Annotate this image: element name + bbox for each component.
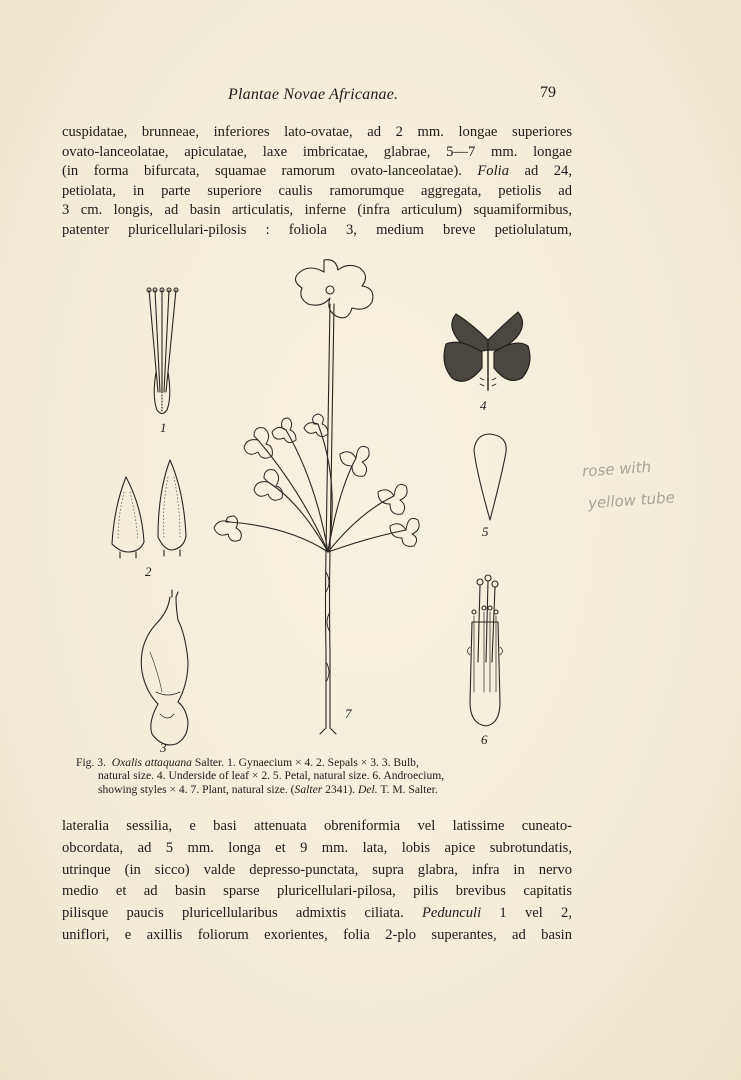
caption-line <box>76 783 574 796</box>
text-line: uniflori, e axillis foliorum exorientes, folia 2-plo superantes, ad basin <box>62 926 572 943</box>
caption-text: T. M. Salter. <box>377 782 438 796</box>
running-title: Plantae Novae Africanae. <box>228 86 399 103</box>
text-line-part: pilisque paucis pluricellularibus admixtis ciliata. <box>62 905 404 922</box>
text-line: utrinque (in sicco) valde depresso-punctata, supra glabra, infra in nervo <box>62 861 572 878</box>
gynaecium-drawing <box>147 288 178 414</box>
page-number: 79 <box>540 84 556 101</box>
plant-drawing <box>214 260 419 734</box>
figure-label-7: 7 <box>345 706 352 721</box>
text-line <box>62 162 572 182</box>
text-line: patenter pluricellulari-pilosis : foliola 3, medium breve petiolulatum, <box>62 221 572 238</box>
caption-line <box>76 756 574 769</box>
top-paragraph <box>62 123 572 241</box>
text-line: cuspidatae, brunneae, inferiores lato-ovatae, ad 2 mm. longae superiores <box>62 124 572 140</box>
caption-del: Del. <box>357 782 378 796</box>
caption-collector: Salter <box>294 782 323 796</box>
caption-text: showing styles × 4. 7. Plant, natural size. ( <box>98 782 295 796</box>
text-line: lateralia sessilia, e basi attenuata obreniformia vel latissime cuneato- <box>62 818 572 834</box>
running-head <box>0 86 741 112</box>
text-line: 3 cm. longis, ad basin articulatis, inferne (infra articulum) squamiformibus, <box>62 202 572 219</box>
handwritten-line: rose with <box>581 457 652 481</box>
handwritten-note <box>582 458 712 528</box>
caption-text: 2341). <box>322 782 358 796</box>
leaf-cluster <box>214 414 419 546</box>
figure-label-5: 5 <box>482 524 489 539</box>
petal-drawing <box>474 434 506 520</box>
figure-label-6: 6 <box>481 732 488 747</box>
sepals-drawing <box>112 460 186 558</box>
androecium-drawing <box>468 575 503 726</box>
figure-label-2: 2 <box>145 564 152 579</box>
caption-text: Salter. 1. Gynaecium × 4. 2. Sepals × 3. 3. Bulb, <box>194 756 419 769</box>
figure-drawing <box>90 252 650 752</box>
term-pedunculi: Pedunculi <box>421 905 482 922</box>
text-line: obcordata, ad 5 mm. longa et 9 mm. lata, lobis apice subrotundatis, <box>62 839 572 856</box>
caption-fig-number: Fig. 3. <box>76 756 106 769</box>
text-line: ovato-lanceolatae, apiculatae, laxe imbricatae, glabrae, 5—7 mm. longae <box>62 143 572 160</box>
figure-label-1: 1 <box>160 420 167 435</box>
caption-species: Oxalis attaquana <box>111 756 192 769</box>
text-line-part: (in forma bifurcata, squamae ramorum ovato-lanceolatae). <box>62 163 462 180</box>
bulb-drawing <box>141 590 188 745</box>
text-line <box>62 903 572 925</box>
leaf-underside-drawing <box>444 312 530 390</box>
text-line: petiolata, in parte superiore caulis ramorumque aggregata, petiolis ad <box>62 182 572 199</box>
bottom-paragraph <box>62 816 572 947</box>
figure-label-4: 4 <box>480 398 487 413</box>
caption-line: natural size. 4. Underside of leaf × 2. 5. Petal, natural size. 6. Androecium, <box>98 769 445 783</box>
text-line-part: ad 24, <box>509 163 572 180</box>
text-line: medio et ad basin sparse pluricellulari-pilosa, pilis brevibus capitatis <box>62 883 572 900</box>
handwritten-line: yellow tube <box>587 488 676 513</box>
term-folia: Folia <box>477 163 510 180</box>
botanical-figure <box>90 252 650 755</box>
figure-caption <box>76 756 574 796</box>
figure-label-3: 3 <box>160 740 167 755</box>
text-line-part: 1 vel 2, <box>481 905 572 922</box>
